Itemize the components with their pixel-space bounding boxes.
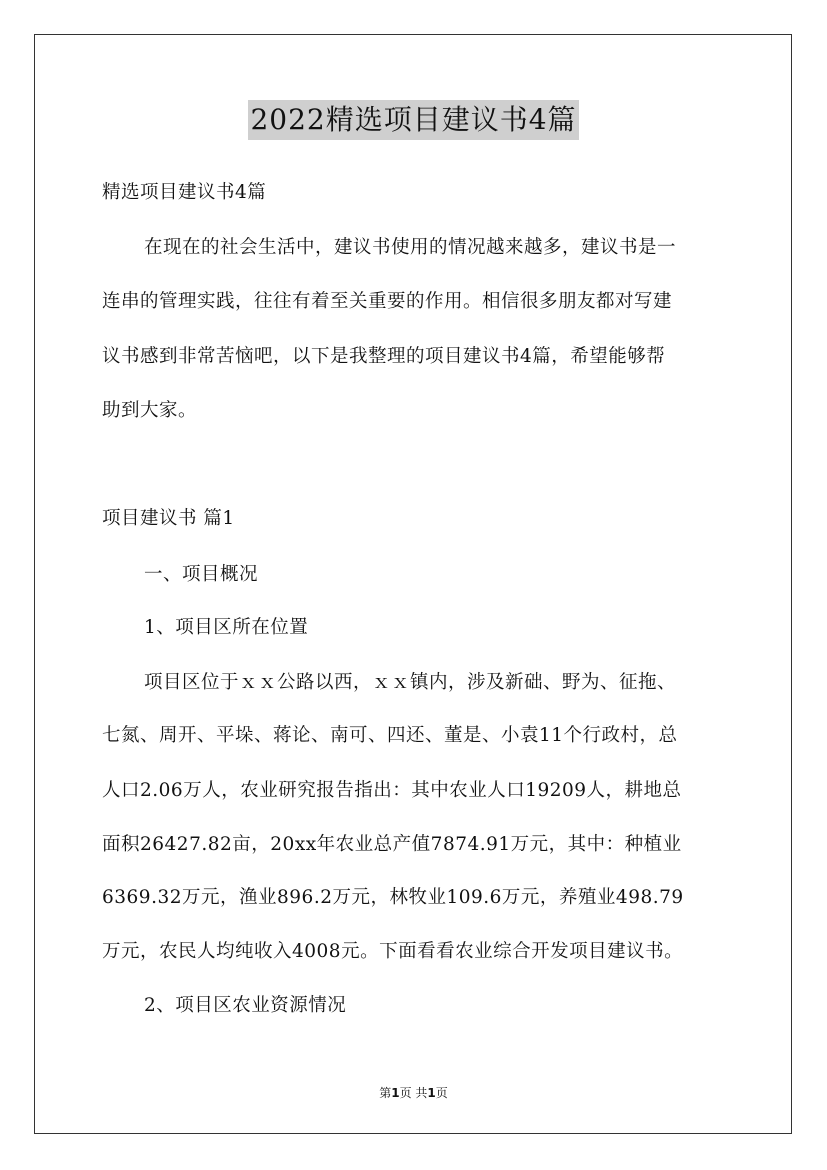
heading-project-location: 1、项目区所在位置: [144, 617, 309, 638]
heading-resources: 2、项目区农业资源情况: [144, 995, 347, 1016]
intro-line: 连串的管理实践，往往有着至关重要的作用。相信很多朋友都对写建: [102, 291, 673, 312]
intro-line: 助到大家。: [102, 400, 198, 421]
footer-suffix: 页: [435, 1086, 448, 1100]
document-subtitle: 精选项目建议书4篇: [102, 182, 267, 203]
intro-line: 议书感到非常苦恼吧，以下是我整理的项目建议书4篇，希望能够帮: [102, 346, 666, 367]
body-line: 七氮、周开、平垛、蒋论、南可、四还、董是、小袁11个行政村，总: [102, 725, 678, 746]
footer-mid: 页 共: [399, 1086, 428, 1100]
footer-prefix: 第: [379, 1086, 392, 1100]
body-line: 面积26427.82亩，20xx年农业总产值7874.91万元，其中：种植业: [102, 834, 682, 855]
body-line: 万元，农民人均纯收入4008元。下面看看农业综合开发项目建议书。: [102, 941, 684, 962]
body-line: 人口2.06万人，农业研究报告指出：其中农业人口19209人，耕地总: [102, 780, 682, 801]
footer-total-pages: 1: [427, 1086, 436, 1100]
section-heading: 项目建议书 篇1: [102, 508, 235, 529]
intro-line: 在现在的社会生活中，建议书使用的情况越来越多，建议书是一: [144, 237, 677, 258]
title-wrapper: [0, 100, 827, 140]
page-footer: [0, 1084, 827, 1101]
document-title: 2022精选项目建议书4篇: [248, 100, 578, 140]
heading-project-overview: 一、项目概况: [144, 564, 259, 585]
footer-page-number: 1: [391, 1086, 400, 1100]
body-line: 项目区位于ｘｘ公路以西，ｘｘ镇内，涉及新础、野为、征拖、: [144, 672, 677, 693]
body-line: 6369.32万元，渔业896.2万元，林牧业109.6万元，养殖业498.79: [102, 887, 684, 908]
